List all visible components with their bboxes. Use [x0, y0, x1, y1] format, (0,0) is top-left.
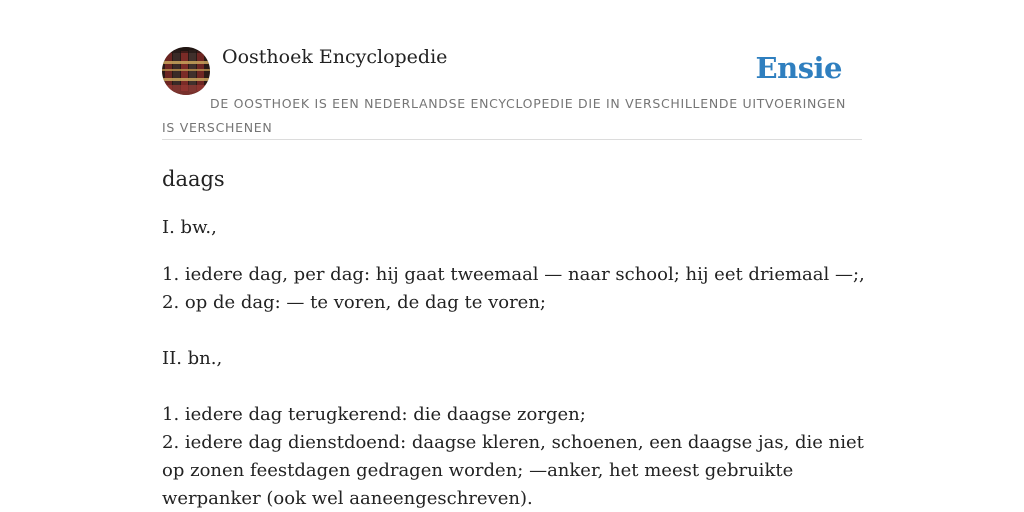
- section-1-definitions: [162, 261, 867, 512]
- section-2-label: II. bn.,: [162, 348, 223, 369]
- section-1-label: I. bw.,: [162, 217, 217, 238]
- ensie-logo[interactable]: Ensie: [755, 51, 842, 85]
- definition-line: 2. op de dag: — te voren, de dag te voren;: [162, 292, 546, 313]
- definition-line: 1. iedere dag terugkerend: die daagse zorgen;: [162, 404, 586, 425]
- site-header: [162, 46, 862, 140]
- definition-line: 1. iedere dag, per dag: hij gaat tweemaal — naar school; hij eet driemaal —;,: [162, 264, 865, 285]
- definition-line: 2. iedere dag dienstdoend: daagse kleren, schoenen, een daagse jas, die niet op zonen feestdagen gedragen worden; —anker, het meest gebruikte werpanker (ook wel aaneengeschreven).: [162, 432, 864, 509]
- site-description: DE OOSTHOEK IS EEN NEDERLANDSE ENCYCLOPEDIE DIE IN VERSCHILLENDE UITVOERINGEN IS VERSCHENEN: [162, 96, 847, 135]
- entry-content: [162, 162, 867, 512]
- encyclopedia-books-icon[interactable]: [162, 47, 210, 95]
- site-title[interactable]: Oosthoek Encyclopedie: [222, 46, 448, 68]
- page-title: daags: [162, 167, 225, 191]
